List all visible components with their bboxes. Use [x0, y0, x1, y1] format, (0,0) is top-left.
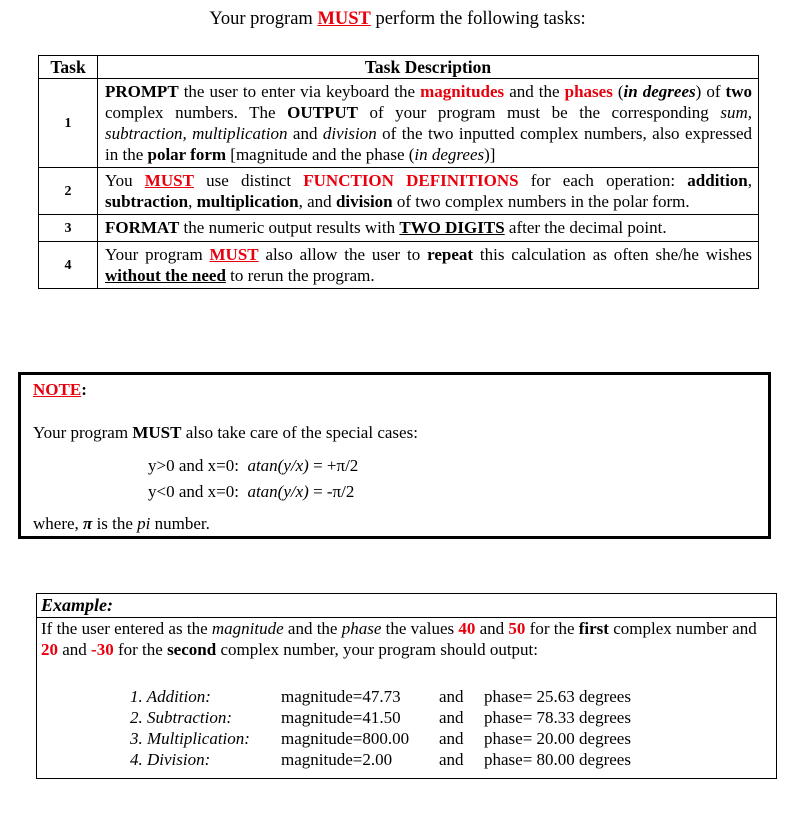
note-title: NOTE: [33, 380, 87, 399]
table-header-row [39, 56, 759, 79]
table-row [39, 168, 759, 215]
example-output-row: 2. Subtraction: magnitude=41.50 and phase= 78.33 degrees [130, 708, 631, 727]
task-description: You MUST use distinct FUNCTION DEFINITIONS for each operation: addition, subtraction, multiplication, and division of two complex numbers in the polar form. [98, 168, 759, 215]
task-description: FORMAT the numeric output results with TWO DIGITS after the decimal point. [98, 215, 759, 242]
task-number: 4 [39, 242, 98, 289]
page-heading [0, 7, 795, 31]
example-output-row: 1. Addition: magnitude=47.73 and phase= 25.63 degrees [130, 687, 631, 706]
note-intro: Your program MUST also take care of the special cases: [33, 423, 418, 442]
example-output-row: 4. Division: magnitude=2.00 and phase= 80.00 degrees [130, 750, 631, 769]
example-description: If the user entered as the magnitude and the phase the values 40 and 50 for the first complex number and 20 and -30 for the second complex number, your program should output: [41, 619, 757, 659]
special-case: y>0 and x=0: atan(y/x) = +π/2 [148, 456, 359, 475]
heading-must: MUST [317, 9, 371, 29]
example-output-row: 3. Multiplication: magnitude=800.00 and phase= 20.00 degrees [130, 729, 631, 748]
special-case: y<0 and x=0: atan(y/x) = -π/2 [148, 482, 355, 501]
task-description: Your program MUST also allow the user to repeat this calculation as often she/he wishes without the need to rerun the program. [98, 242, 759, 289]
note-where: where, π is the pi number. [33, 514, 210, 533]
table-row [39, 242, 759, 289]
heading-text-end: perform the following tasks: [370, 9, 586, 29]
table-row [39, 79, 759, 168]
example-output-table [130, 686, 631, 770]
task-number: 1 [39, 79, 98, 168]
heading-text: Your program [209, 9, 318, 29]
task-table [38, 55, 759, 289]
example-box [36, 593, 777, 779]
table-row [39, 215, 759, 242]
example-title: Example: [41, 595, 113, 615]
note-box [18, 372, 771, 539]
description-column-header: Task Description [98, 56, 759, 79]
task-number: 3 [39, 215, 98, 242]
task-description: PROMPT the user to enter via keyboard the magnitudes and the phases (in degrees) of two complex numbers. The OUTPUT of your program must be the corresponding sum, subtraction, multiplication and division of the two inputted complex numbers, also expressed in the polar form [magnitude and the phase (in degrees)] [98, 79, 759, 168]
task-number: 2 [39, 168, 98, 215]
task-column-header: Task [39, 56, 98, 79]
